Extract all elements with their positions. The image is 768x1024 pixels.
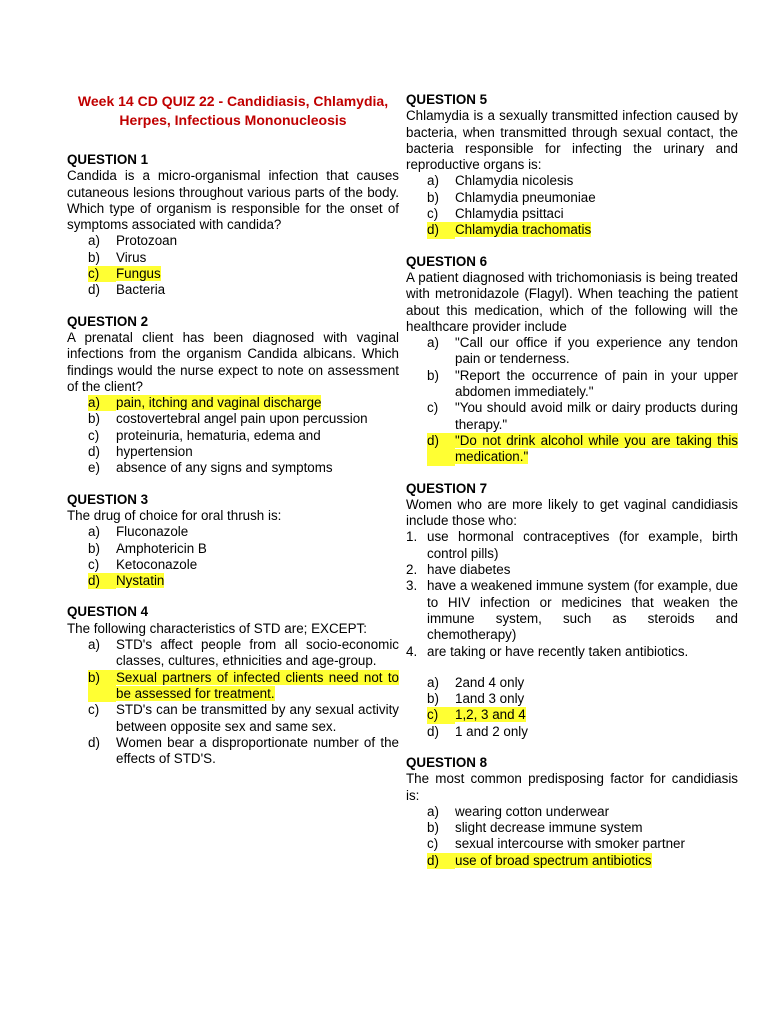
option-text-highlight: Nystatin — [116, 573, 165, 589]
option-label: d) — [88, 734, 100, 750]
option-label: c) — [88, 427, 100, 443]
question-heading: QUESTION 8 — [406, 754, 488, 770]
option-text: proteinuria, hematuria, edema and — [116, 427, 321, 443]
option-label: b) — [88, 249, 100, 265]
answer-options — [67, 524, 399, 589]
answer-option — [427, 804, 738, 820]
option-label: a) — [427, 173, 439, 189]
option-label: a) — [88, 637, 100, 653]
numbered-item — [406, 562, 738, 578]
right-questions — [406, 92, 738, 869]
option-label: b) — [427, 367, 439, 383]
option-text: 1 and 2 only — [455, 723, 528, 739]
option-text: STD's affect people from all socio-economic classes, cultures, ethnicities and age-group. — [116, 637, 399, 669]
option-text: Women bear a disproportionate number of the effects of STD'S. — [116, 734, 399, 767]
option-text: Fluconazole — [116, 524, 189, 540]
option-label: d) — [427, 433, 455, 466]
answer-options — [406, 804, 738, 869]
answer-option — [427, 691, 738, 707]
question-heading: QUESTION 6 — [406, 253, 488, 269]
numbered-item-text: have a weakened immune system (for example, due to HIV infection or medicines that weaken the immune system, such as steroids and chemotherapy) — [427, 578, 738, 643]
option-text: Ketoconazole — [116, 556, 198, 572]
answer-option-correct — [88, 573, 399, 589]
option-text: Chlamydia pneumoniae — [455, 189, 596, 205]
answer-option — [427, 724, 738, 740]
answer-option — [88, 444, 399, 460]
option-label: d) — [88, 282, 100, 298]
option-label: e) — [88, 460, 100, 476]
option-label: b) — [88, 540, 100, 556]
option-label: d) — [427, 853, 455, 869]
numbered-item — [406, 578, 738, 643]
option-text-highlight: 1,2, 3 and 4 — [455, 707, 526, 723]
answer-option — [88, 282, 399, 298]
question-block — [67, 604, 399, 767]
answer-option — [88, 460, 399, 476]
answer-option — [88, 557, 399, 573]
answer-option — [427, 675, 738, 691]
option-text — [116, 670, 399, 703]
option-text-highlight: Chlamydia trachomatis — [455, 222, 592, 238]
option-text: STD's can be transmitted by any sexual activity between opposite sex and same sex. — [116, 702, 399, 734]
option-label: c) — [88, 556, 100, 572]
option-label: b) — [427, 189, 439, 205]
option-text: Protozoan — [116, 233, 178, 249]
option-text-highlight: Fungus — [116, 266, 161, 282]
option-label: a) — [88, 395, 116, 411]
numbered-list — [406, 529, 738, 659]
option-text: hypertension — [116, 444, 193, 460]
option-text-highlight: pain, itching and vaginal discharge — [116, 395, 322, 411]
answer-option — [88, 541, 399, 557]
option-label: a) — [427, 803, 439, 819]
option-text — [455, 433, 738, 466]
answer-option-correct — [88, 395, 399, 411]
answer-option — [427, 368, 738, 401]
answer-options — [67, 395, 399, 476]
question-block — [67, 492, 399, 590]
question-heading: QUESTION 1 — [67, 152, 149, 167]
question-stem: A prenatal client has been diagnosed with vaginal infections from the organism Candida albicans. Which findings would the nurse expect to note on assessment of the client? — [67, 329, 399, 394]
option-label: b) — [88, 411, 100, 427]
option-text: "Report the occurrence of pain in your upper abdomen immediately." — [455, 367, 738, 400]
question-stem: Chlamydia is a sexually transmitted infection caused by bacteria, when transmitted through sexual contact, the bacteria responsible for infecting the urinary and reproductive organs is: — [406, 108, 738, 173]
answer-options — [67, 637, 399, 767]
answer-option-correct — [427, 707, 738, 723]
answer-option — [427, 400, 738, 433]
answer-option — [88, 250, 399, 266]
question-block — [406, 481, 738, 740]
option-text — [455, 222, 738, 238]
question-block — [67, 314, 399, 477]
numbered-item-label: 4. — [406, 643, 418, 659]
option-text — [116, 573, 399, 589]
numbered-item-text: are taking or have recently taken antibiotics. — [427, 643, 689, 659]
option-label: c) — [427, 707, 455, 723]
option-label: d) — [88, 573, 116, 589]
option-text: slight decrease immune system — [455, 820, 643, 836]
question-heading: QUESTION 5 — [406, 92, 488, 107]
numbered-item-text: have diabetes — [427, 562, 511, 578]
option-text: Chlamydia psittaci — [455, 206, 564, 222]
answer-option — [427, 820, 738, 836]
answer-option — [427, 173, 738, 189]
numbered-item-label: 3. — [406, 578, 418, 594]
option-label: d) — [88, 444, 100, 460]
option-text — [455, 853, 738, 869]
answer-option — [427, 190, 738, 206]
list-spacer — [406, 660, 738, 675]
option-text: costovertebral angel pain upon percussion — [116, 411, 368, 427]
question-block — [406, 254, 738, 466]
answer-option-correct — [88, 266, 399, 282]
option-label: b) — [427, 820, 439, 836]
answer-option — [427, 206, 738, 222]
option-text-highlight: "Do not drink alcohol while you are taking this medication." — [455, 432, 738, 465]
option-text: 2and 4 only — [455, 674, 525, 690]
answer-option — [88, 428, 399, 444]
question-stem: The following characteristics of STD are; EXCEPT: — [67, 620, 367, 636]
numbered-item-label: 2. — [406, 562, 418, 578]
left-questions — [67, 152, 399, 767]
option-text: Chlamydia nicolesis — [455, 173, 574, 189]
question-block — [406, 755, 738, 869]
option-label: c) — [88, 266, 116, 282]
option-label: d) — [427, 222, 455, 238]
option-label: a) — [427, 335, 439, 351]
option-text: Amphotericin B — [116, 540, 207, 556]
right-column — [406, 92, 738, 884]
answer-options — [406, 173, 738, 238]
question-stem: Women who are more likely to get vaginal candidiasis include those who: — [406, 496, 738, 529]
page-title: Week 14 CD QUIZ 22 - Candidiasis, Chlamydia, Herpes, Infectious Mononucleosis — [77, 93, 389, 128]
option-label: c) — [88, 702, 100, 718]
answer-option-correct — [88, 670, 399, 703]
answer-options — [67, 233, 399, 298]
question-heading: QUESTION 2 — [67, 313, 149, 329]
left-column — [67, 92, 399, 782]
answer-option — [427, 335, 738, 368]
option-label: b) — [427, 691, 439, 707]
answer-options — [406, 335, 738, 465]
answer-option — [88, 233, 399, 249]
question-stem: The drug of choice for oral thrush is: — [67, 507, 282, 523]
question-heading: QUESTION 7 — [406, 480, 488, 496]
answer-option — [88, 524, 399, 540]
option-text: wearing cotton underwear — [455, 803, 610, 819]
option-label: c) — [427, 836, 439, 852]
numbered-item-text: use hormonal contraceptives (for example, birth control pills) — [427, 529, 738, 561]
numbered-item-label: 1. — [406, 529, 418, 545]
answer-option — [88, 411, 399, 427]
option-label: d) — [427, 723, 439, 739]
option-text: "You should avoid milk or dairy products during therapy." — [455, 400, 738, 432]
answer-options — [406, 675, 738, 740]
answer-option-correct — [427, 222, 738, 238]
option-label: c) — [427, 400, 439, 416]
answer-option-correct — [427, 433, 738, 466]
option-text: absence of any signs and symptoms — [116, 460, 333, 476]
option-text: Bacteria — [116, 282, 166, 298]
numbered-item — [406, 529, 738, 562]
answer-option-correct — [427, 853, 738, 869]
option-label: a) — [88, 524, 100, 540]
option-text: Virus — [116, 249, 147, 265]
option-text: sexual intercourse with smoker partner — [455, 836, 685, 852]
option-text — [116, 395, 399, 411]
question-block — [406, 92, 738, 239]
option-text-highlight: Sexual partners of infected clients need not to be assessed for treatment. — [116, 669, 399, 701]
question-stem: The most common predisposing factor for candidiasis is: — [406, 771, 738, 803]
option-label: a) — [88, 233, 100, 249]
answer-option — [88, 637, 399, 670]
option-label: c) — [427, 206, 439, 222]
option-text: 1and 3 only — [455, 691, 525, 707]
answer-option — [427, 836, 738, 852]
question-heading: QUESTION 4 — [67, 604, 149, 620]
answer-option — [88, 735, 399, 768]
option-label: b) — [88, 670, 116, 703]
option-label: a) — [427, 674, 439, 690]
question-heading: QUESTION 3 — [67, 491, 149, 507]
option-text — [116, 266, 399, 282]
option-text — [455, 707, 738, 723]
question-stem: Candida is a micro-organismal infection that causes cutaneous lesions throughout various parts of the body. Which type of organism is responsible for the onset of symptoms associated with candida? — [67, 168, 399, 233]
question-block — [67, 152, 399, 299]
answer-option — [88, 702, 399, 735]
question-stem: A patient diagnosed with trichomoniasis is being treated with metronidazole (Flagyl). When teaching the patient about this medication, which of the following will the healthcare provider include — [406, 269, 738, 334]
option-text: "Call our office if you experience any tendon pain or tenderness. — [455, 335, 738, 367]
numbered-item — [406, 644, 738, 660]
option-text-highlight: use of broad spectrum antibiotics — [455, 852, 652, 868]
